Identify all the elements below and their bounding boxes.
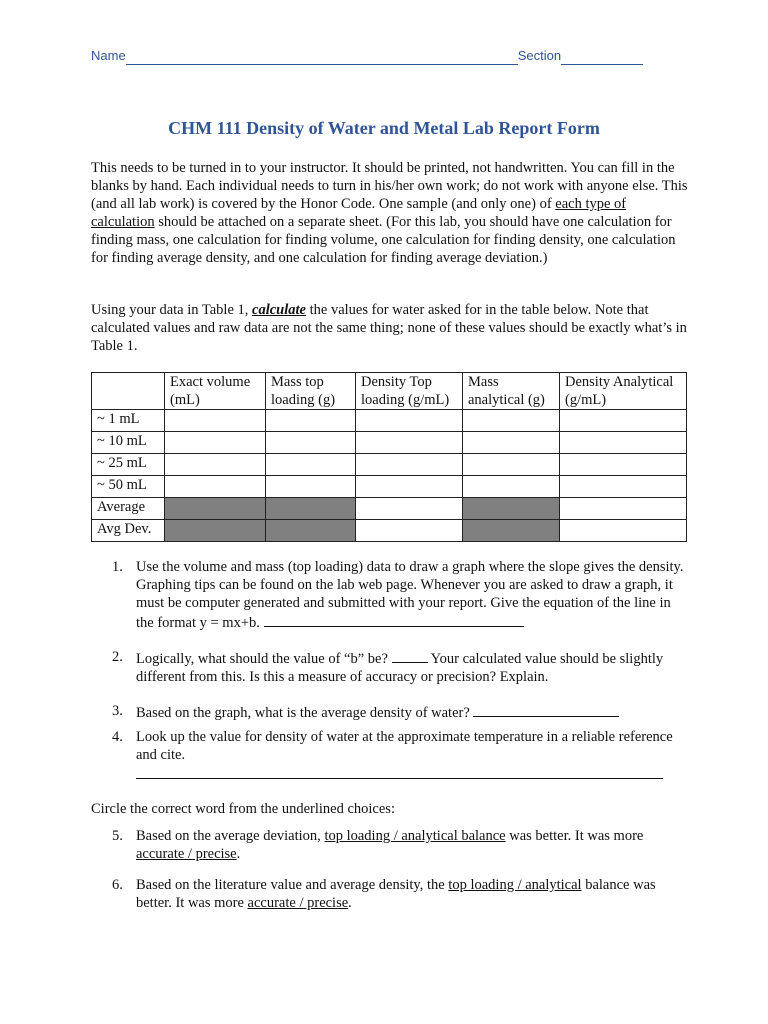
row-label: Average bbox=[92, 498, 165, 520]
table-cell[interactable] bbox=[463, 476, 560, 498]
table-cell[interactable] bbox=[560, 476, 687, 498]
shaded-cell bbox=[165, 520, 266, 542]
table-row bbox=[92, 454, 687, 476]
section-label: Section bbox=[517, 48, 562, 63]
shaded-cell bbox=[266, 520, 356, 542]
choice-item: 5. Based on the average deviation, top loading / analytical balance was better. It was more accurate / precise. bbox=[112, 828, 644, 862]
question-number: 3. bbox=[112, 703, 123, 719]
page-title: CHM 111 Density of Water and Metal Lab Report Form bbox=[168, 118, 600, 138]
table-header: Mass analytical (g) bbox=[463, 373, 560, 410]
choice-list bbox=[91, 876, 691, 912]
table-header: Exact volume (mL) bbox=[165, 373, 266, 410]
table-row bbox=[92, 432, 687, 454]
question-list bbox=[91, 702, 691, 722]
equation-blank[interactable] bbox=[264, 612, 524, 627]
question-number: 2. bbox=[112, 649, 123, 665]
table-header: Density Analytical (g/mL) bbox=[560, 373, 687, 410]
row-label: ~ 10 mL bbox=[92, 432, 165, 454]
table-cell[interactable] bbox=[266, 476, 356, 498]
results-table bbox=[91, 372, 687, 542]
choice-item: 6. Based on the literature value and average density, the top loading / analytical balance was better. It was more accurate / precise. bbox=[112, 877, 656, 911]
table-cell[interactable] bbox=[356, 498, 463, 520]
reference-blank[interactable] bbox=[136, 764, 663, 779]
each-type-underline: each type of calculation bbox=[91, 196, 627, 230]
table-cell[interactable] bbox=[165, 454, 266, 476]
shaded-cell bbox=[165, 498, 266, 520]
name-blank[interactable] bbox=[126, 50, 518, 65]
question-number: 4. bbox=[112, 729, 123, 745]
question-number: 1. bbox=[112, 559, 123, 575]
shaded-cell bbox=[266, 498, 356, 520]
table-cell[interactable] bbox=[356, 476, 463, 498]
question-item: 3. Based on the graph, what is the average density of water? bbox=[91, 702, 691, 722]
table-cell[interactable] bbox=[560, 454, 687, 476]
shaded-cell bbox=[463, 498, 560, 520]
question-item: 2. Logically, what should the value of “b” be? Your calculated value should be slightly different from this. Is this a measure of accuracy or precision? Explain. bbox=[112, 649, 664, 685]
choice-list bbox=[91, 827, 691, 863]
row-label: ~ 1 mL bbox=[92, 410, 165, 432]
table-cell[interactable] bbox=[560, 432, 687, 454]
table-cell[interactable] bbox=[266, 432, 356, 454]
table-cell[interactable] bbox=[165, 432, 266, 454]
table-header bbox=[92, 373, 165, 410]
shaded-cell bbox=[463, 520, 560, 542]
table-cell[interactable] bbox=[560, 498, 687, 520]
density-blank[interactable] bbox=[473, 702, 619, 717]
table-row bbox=[92, 476, 687, 498]
table-cell[interactable] bbox=[165, 476, 266, 498]
table-cell[interactable] bbox=[356, 454, 463, 476]
circle-instruction: Circle the correct word from the underlined choices: bbox=[91, 801, 395, 817]
table-instructions: Using your data in Table 1, calculate the values for water asked for in the table below. Note that calculated values and raw data are not the same thing; none of these values should be exactly what’s in Table 1. bbox=[91, 302, 687, 354]
question-number: 5. bbox=[112, 828, 123, 844]
table-row bbox=[92, 498, 687, 520]
table-header: Mass top loading (g) bbox=[266, 373, 356, 410]
table-cell[interactable] bbox=[463, 432, 560, 454]
table-cell[interactable] bbox=[165, 410, 266, 432]
name-label: Name bbox=[91, 48, 126, 63]
question-list bbox=[91, 728, 691, 784]
question-number: 6. bbox=[112, 877, 123, 893]
table-cell[interactable] bbox=[266, 410, 356, 432]
table-row bbox=[92, 520, 687, 542]
table-cell[interactable] bbox=[356, 432, 463, 454]
balance-choice[interactable]: top loading / analytical balance bbox=[324, 828, 506, 844]
row-label: ~ 50 mL bbox=[92, 476, 165, 498]
section-blank[interactable] bbox=[561, 50, 643, 65]
accuracy-choice[interactable]: accurate / precise bbox=[136, 846, 237, 862]
table-header-row bbox=[92, 373, 687, 410]
question-item: 4. Look up the value for density of water at the approximate temperature in a reliable reference and cite. bbox=[91, 728, 691, 784]
header bbox=[91, 47, 651, 65]
accuracy-choice[interactable]: accurate / precise bbox=[247, 895, 349, 911]
table-cell[interactable] bbox=[356, 520, 463, 542]
intro-paragraph: This needs to be turned in to your instructor. It should be printed, not handwritten. You can fill in the blanks by hand. Each individual needs to turn in his/her own work; do not work with anyone else. This (and all lab work) is covered by the Honor Code. One sample (and only one) of each type of calculation should be attached on a separate sheet. (For this lab, you should have one calculation for finding mass, one calculation for finding volume, one calculation for finding density, one calculation for finding average density, and one calculation for finding average deviation.) bbox=[91, 160, 688, 266]
table-cell[interactable] bbox=[356, 410, 463, 432]
table-header: Density Top loading (g/mL) bbox=[356, 373, 463, 410]
question-list bbox=[91, 648, 691, 686]
table-cell[interactable] bbox=[560, 410, 687, 432]
table-cell[interactable] bbox=[463, 454, 560, 476]
question-item: 1. Use the volume and mass (top loading) data to draw a graph where the slope gives the density. Graphing tips can be found on the lab web page. Whenever you are asked to draw a graph, it must be computer generated and submitted with your report. Give the equation of the line in the format y = mx+b. bbox=[112, 559, 684, 631]
balance-choice[interactable]: top loading / analytical bbox=[448, 877, 582, 893]
question-list bbox=[91, 558, 691, 632]
calculate-emphasis: calculate bbox=[252, 302, 306, 318]
row-label: Avg Dev. bbox=[92, 520, 165, 542]
table-cell[interactable] bbox=[463, 410, 560, 432]
b-value-blank[interactable] bbox=[392, 648, 428, 663]
row-label: ~ 25 mL bbox=[92, 454, 165, 476]
table-cell[interactable] bbox=[560, 520, 687, 542]
table-cell[interactable] bbox=[266, 454, 356, 476]
table-row bbox=[92, 410, 687, 432]
